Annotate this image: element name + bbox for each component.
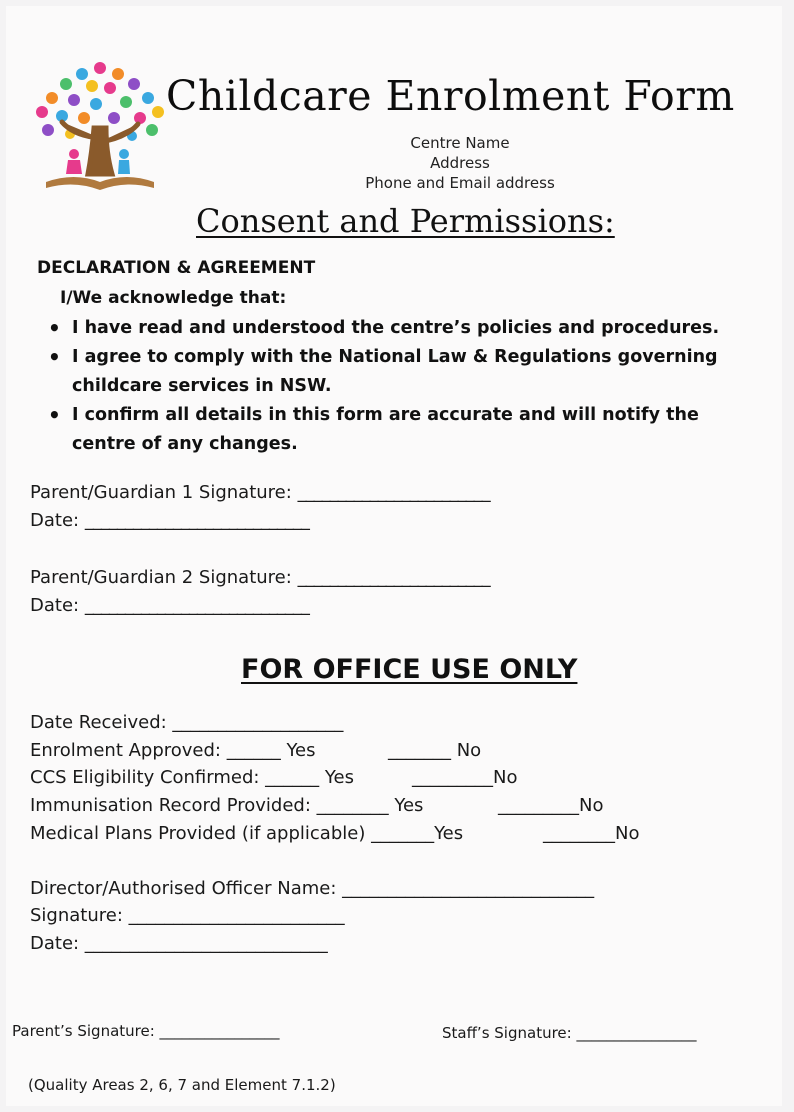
declaration-item: • I confirm all details in this form are accurate and will notify the centre of any changes.	[46, 401, 766, 459]
quality-areas-note: (Quality Areas 2, 6, 7 and Element 7.1.2)	[28, 1076, 336, 1094]
ccs-eligibility-field[interactable]: CCS Eligibility Confirmed: ______ Yes	[30, 767, 354, 788]
enrolment-approved-field[interactable]: Enrolment Approved: ______ Yes	[30, 740, 316, 761]
guardian2-signature-row	[30, 567, 490, 588]
declaration-item: • I agree to comply with the National Law & Regulations governing childcare services in NSW.	[46, 343, 766, 401]
declaration-heading: DECLARATION & AGREEMENT	[37, 258, 316, 278]
immunisation-no[interactable]: _________No	[498, 795, 604, 816]
medical-plans-field[interactable]: Medical Plans Provided (if applicable) _______Yes	[30, 823, 464, 844]
centre-name: Centre Name	[410, 134, 510, 152]
office-date-field[interactable]: Date: ___________________________	[30, 933, 328, 954]
guardian2-date-row	[30, 595, 309, 616]
office-signature-field[interactable]: Signature: ________________________	[30, 905, 345, 926]
guardian1-signature-line[interactable]: ________________________	[297, 482, 490, 503]
date-received-field[interactable]: Date Received: ___________________	[30, 712, 344, 733]
guardian1-signature-row	[30, 482, 490, 503]
form-title: Childcare Enrolment Form	[166, 72, 735, 120]
form-page	[6, 6, 782, 1106]
guardian1-date-line[interactable]: ____________________________	[84, 510, 309, 531]
declaration-list	[46, 314, 766, 459]
centre-address: Address	[430, 154, 490, 172]
office-use-title: FOR OFFICE USE ONLY	[241, 654, 578, 685]
ccs-eligibility-no[interactable]: _________No	[412, 767, 518, 788]
guardian2-date-label: Date:	[30, 595, 80, 616]
logo-child-right	[118, 149, 130, 174]
declaration-item: • I have read and understood the centre’s policies and procedures.	[46, 314, 766, 343]
declaration-intro: I/We acknowledge that:	[60, 288, 287, 308]
parent-signature-field[interactable]: Parent’s Signature: ________________	[12, 1022, 280, 1040]
guardian2-signature-line[interactable]: ________________________	[297, 567, 490, 588]
section-title: Consent and Permissions:	[196, 202, 615, 240]
centre-contact: Phone and Email address	[365, 174, 555, 192]
staff-signature-field[interactable]: Staff’s Signature: ________________	[442, 1024, 697, 1042]
logo-book	[46, 177, 154, 190]
guardian1-date-row	[30, 510, 309, 531]
immunisation-field[interactable]: Immunisation Record Provided: ________ Yes	[30, 795, 424, 816]
guardian2-date-line[interactable]: ____________________________	[84, 595, 309, 616]
tree-logo	[34, 58, 166, 194]
guardian1-signature-label: Parent/Guardian 1 Signature:	[30, 482, 292, 503]
guardian1-date-label: Date:	[30, 510, 80, 531]
guardian2-signature-label: Parent/Guardian 2 Signature:	[30, 567, 292, 588]
medical-plans-no[interactable]: ________No	[543, 823, 640, 844]
enrolment-approved-no[interactable]: _______ No	[388, 740, 482, 761]
logo-child-left	[66, 149, 82, 174]
director-name-field[interactable]: Director/Authorised Officer Name: ____________________________	[30, 878, 595, 899]
